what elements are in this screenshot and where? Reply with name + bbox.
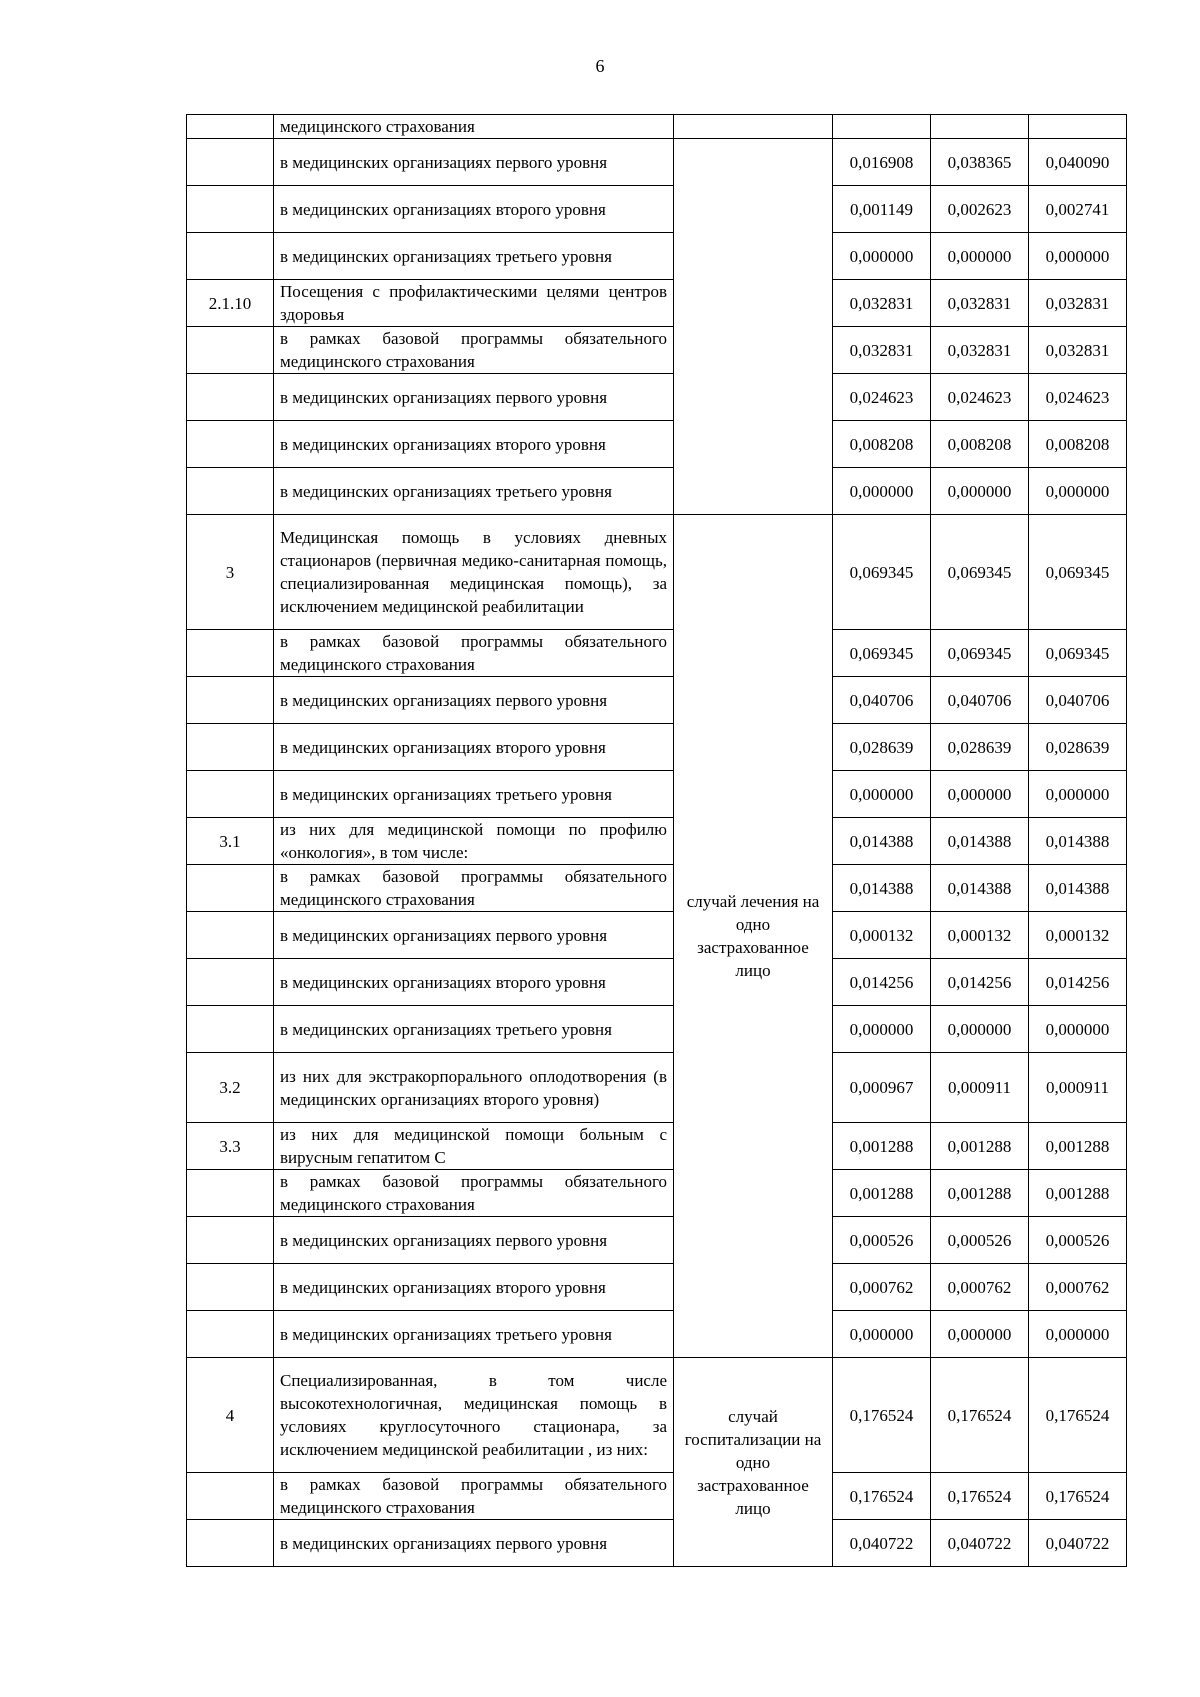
value-year-3: 0,001288 [1029, 1170, 1127, 1217]
value-year-1: 0,069345 [833, 630, 931, 677]
table-body [187, 115, 1127, 1567]
value-year-3: 0,028639 [1029, 724, 1127, 771]
table-row [187, 515, 1127, 630]
table-row [187, 818, 1127, 865]
row-number: 3.3 [187, 1123, 274, 1170]
value-year-3: 0,000526 [1029, 1217, 1127, 1264]
row-description: в медицинских организациях второго уровня [274, 421, 674, 468]
table-row [187, 1053, 1127, 1123]
value-year-1: 0,032831 [833, 327, 931, 374]
row-number [187, 374, 274, 421]
row-number [187, 468, 274, 515]
value-year-3: 0,024623 [1029, 374, 1127, 421]
value-year-1: 0,008208 [833, 421, 931, 468]
value-year-2: 0,000132 [931, 912, 1029, 959]
row-description: в медицинских организациях первого уровня [274, 374, 674, 421]
value-year-2: 0,014256 [931, 959, 1029, 1006]
value-year-3: 0,176524 [1029, 1358, 1127, 1473]
value-year-2: 0,000000 [931, 771, 1029, 818]
table-row [187, 1006, 1127, 1053]
value-year-2: 0,001288 [931, 1123, 1029, 1170]
table-row [187, 1123, 1127, 1170]
value-year-3: 0,001288 [1029, 1123, 1127, 1170]
table-row [187, 1311, 1127, 1358]
row-number [187, 1170, 274, 1217]
row-number [187, 959, 274, 1006]
value-year-1: 0,014388 [833, 818, 931, 865]
value-year-1: 0,000967 [833, 1053, 931, 1123]
row-number: 2.1.10 [187, 280, 274, 327]
table-row [187, 677, 1127, 724]
table-row [187, 1217, 1127, 1264]
value-year-3: 0,176524 [1029, 1473, 1127, 1520]
table-row [187, 421, 1127, 468]
row-number [187, 327, 274, 374]
value-year-2: 0,014388 [931, 818, 1029, 865]
value-year-1: 0,028639 [833, 724, 931, 771]
value-year-3: 0,014256 [1029, 959, 1127, 1006]
value-year-3: 0,014388 [1029, 818, 1127, 865]
row-number [187, 1264, 274, 1311]
row-description: в медицинских организациях первого уровня [274, 677, 674, 724]
value-year-1: 0,176524 [833, 1358, 931, 1473]
table-row [187, 115, 1127, 139]
row-number [187, 771, 274, 818]
value-year-3: 0,040722 [1029, 1520, 1127, 1567]
row-number [187, 1473, 274, 1520]
value-year-3: 0,000762 [1029, 1264, 1127, 1311]
table-row [187, 327, 1127, 374]
row-description: в рамках базовой программы обязательного медицинского страхования [274, 630, 674, 677]
value-year-1: 0,001288 [833, 1170, 931, 1217]
table-row [187, 233, 1127, 280]
table-row [187, 1170, 1127, 1217]
value-year-1: 0,001149 [833, 186, 931, 233]
value-year-3: 0,000000 [1029, 233, 1127, 280]
row-number [187, 139, 274, 186]
value-year-3: 0,032831 [1029, 280, 1127, 327]
row-description: Посещения с профилактическими целями центров здоровья [274, 280, 674, 327]
value-year-2: 0,032831 [931, 327, 1029, 374]
value-year-3: 0,000132 [1029, 912, 1127, 959]
table-row [187, 468, 1127, 515]
row-description: медицинского страхования [274, 115, 674, 139]
value-year-1 [833, 115, 931, 139]
row-number [187, 421, 274, 468]
value-year-1: 0,069345 [833, 515, 931, 630]
row-description: в медицинских организациях третьего уровня [274, 233, 674, 280]
row-number [187, 1311, 274, 1358]
row-description: в медицинских организациях второго уровня [274, 959, 674, 1006]
value-year-1: 0,000000 [833, 233, 931, 280]
value-year-3: 0,000000 [1029, 771, 1127, 818]
value-year-3: 0,008208 [1029, 421, 1127, 468]
value-year-3: 0,069345 [1029, 515, 1127, 630]
value-year-2: 0,024623 [931, 374, 1029, 421]
row-description: в медицинских организациях первого уровня [274, 139, 674, 186]
row-description: из них для медицинской помощи больным с вирусным гепатитом С [274, 1123, 674, 1170]
unit-of-measure: случай госпитализации на одно застрахованное лицо [674, 1358, 833, 1567]
row-number [187, 630, 274, 677]
value-year-1: 0,000000 [833, 1006, 931, 1053]
page-number: 6 [595, 56, 605, 76]
value-year-2: 0,040722 [931, 1520, 1029, 1567]
data-table [186, 114, 1127, 1567]
value-year-1: 0,014388 [833, 865, 931, 912]
row-number [187, 1006, 274, 1053]
value-year-2: 0,069345 [931, 515, 1029, 630]
value-year-2: 0,000000 [931, 468, 1029, 515]
row-number [187, 677, 274, 724]
row-description: в рамках базовой программы обязательного медицинского страхования [274, 865, 674, 912]
value-year-2: 0,000911 [931, 1053, 1029, 1123]
row-number [187, 186, 274, 233]
value-year-3: 0,002741 [1029, 186, 1127, 233]
value-year-1: 0,001288 [833, 1123, 931, 1170]
value-year-1: 0,014256 [833, 959, 931, 1006]
value-year-2: 0,000000 [931, 233, 1029, 280]
value-year-2: 0,176524 [931, 1358, 1029, 1473]
row-description: в рамках базовой программы обязательного медицинского страхования [274, 1170, 674, 1217]
value-year-1: 0,000132 [833, 912, 931, 959]
value-year-2: 0,000762 [931, 1264, 1029, 1311]
table-row [187, 724, 1127, 771]
value-year-1: 0,040706 [833, 677, 931, 724]
row-description: Медицинская помощь в условиях дневных стационаров (первичная медико-санитарная помощь, специализированная медицинская помощь), за исключением медицинской реабилитации [274, 515, 674, 630]
row-description: в медицинских организациях первого уровня [274, 1520, 674, 1567]
row-description: в медицинских организациях третьего уровня [274, 1006, 674, 1053]
value-year-1: 0,000000 [833, 771, 931, 818]
value-year-3: 0,040090 [1029, 139, 1127, 186]
row-number [187, 233, 274, 280]
value-year-3: 0,032831 [1029, 327, 1127, 374]
row-number [187, 912, 274, 959]
value-year-2: 0,000000 [931, 1311, 1029, 1358]
value-year-2: 0,000526 [931, 1217, 1029, 1264]
unit-of-measure [674, 139, 833, 515]
table-row [187, 771, 1127, 818]
table-row [187, 280, 1127, 327]
value-year-2: 0,028639 [931, 724, 1029, 771]
value-year-2: 0,008208 [931, 421, 1029, 468]
value-year-3: 0,000000 [1029, 468, 1127, 515]
row-description: из них для экстракорпорального оплодотворения (в медицинских организациях второго уровня) [274, 1053, 674, 1123]
row-description: в рамках базовой программы обязательного медицинского страхования [274, 327, 674, 374]
value-year-3: 0,000911 [1029, 1053, 1127, 1123]
unit-of-measure [674, 115, 833, 139]
value-year-3: 0,000000 [1029, 1006, 1127, 1053]
row-number: 3.1 [187, 818, 274, 865]
row-number [187, 1217, 274, 1264]
table-row [187, 186, 1127, 233]
value-year-1: 0,000526 [833, 1217, 931, 1264]
row-description: в медицинских организациях второго уровня [274, 186, 674, 233]
row-number: 4 [187, 1358, 274, 1473]
value-year-2: 0,001288 [931, 1170, 1029, 1217]
row-description: в рамках базовой программы обязательного медицинского страхования [274, 1473, 674, 1520]
value-year-2: 0,069345 [931, 630, 1029, 677]
row-description: в медицинских организациях первого уровня [274, 1217, 674, 1264]
row-description: в медицинских организациях первого уровня [274, 912, 674, 959]
value-year-2: 0,000000 [931, 1006, 1029, 1053]
value-year-1: 0,040722 [833, 1520, 931, 1567]
value-year-1: 0,000000 [833, 1311, 931, 1358]
value-year-1: 0,176524 [833, 1473, 931, 1520]
value-year-2: 0,038365 [931, 139, 1029, 186]
value-year-3: 0,014388 [1029, 865, 1127, 912]
unit-of-measure: случай лечения на одно застрахованное лицо [674, 515, 833, 1358]
value-year-3: 0,000000 [1029, 1311, 1127, 1358]
row-number [187, 865, 274, 912]
value-year-1: 0,000000 [833, 468, 931, 515]
row-description: в медицинских организациях второго уровня [274, 1264, 674, 1311]
table-row [187, 630, 1127, 677]
table-row [187, 912, 1127, 959]
row-number: 3.2 [187, 1053, 274, 1123]
value-year-1: 0,032831 [833, 280, 931, 327]
value-year-2: 0,032831 [931, 280, 1029, 327]
table-row [187, 139, 1127, 186]
row-description: в медицинских организациях второго уровня [274, 724, 674, 771]
row-number: 3 [187, 515, 274, 630]
row-number [187, 115, 274, 139]
value-year-1: 0,016908 [833, 139, 931, 186]
table-row [187, 1473, 1127, 1520]
row-description: в медицинских организациях третьего уровня [274, 468, 674, 515]
value-year-2: 0,014388 [931, 865, 1029, 912]
table-row [187, 1520, 1127, 1567]
table-row [187, 865, 1127, 912]
table-row [187, 1358, 1127, 1473]
value-year-3 [1029, 115, 1127, 139]
value-year-2: 0,176524 [931, 1473, 1029, 1520]
value-year-2: 0,002623 [931, 186, 1029, 233]
value-year-1: 0,024623 [833, 374, 931, 421]
table-row [187, 959, 1127, 1006]
row-description: из них для медицинской помощи по профилю «онкология», в том числе: [274, 818, 674, 865]
value-year-2 [931, 115, 1029, 139]
table-row [187, 374, 1127, 421]
table-row [187, 1264, 1127, 1311]
value-year-1: 0,000762 [833, 1264, 931, 1311]
row-number [187, 724, 274, 771]
value-year-3: 0,069345 [1029, 630, 1127, 677]
row-number [187, 1520, 274, 1567]
value-year-2: 0,040706 [931, 677, 1029, 724]
value-year-3: 0,040706 [1029, 677, 1127, 724]
row-description: в медицинских организациях третьего уровня [274, 1311, 674, 1358]
row-description: в медицинских организациях третьего уровня [274, 771, 674, 818]
row-description: Специализированная, в том числе высокотехнологичная, медицинская помощь в условиях круглосуточного стационара, за исключением медицинской реабилитации , из них: [274, 1358, 674, 1473]
